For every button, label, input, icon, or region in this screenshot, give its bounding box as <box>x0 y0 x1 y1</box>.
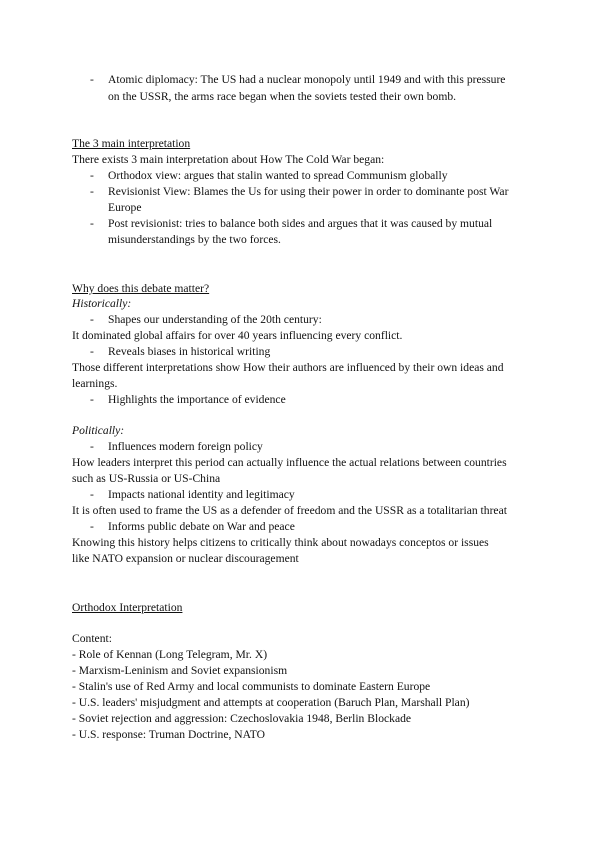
politically-bullet-1: Influences modern foreign policy <box>108 440 263 453</box>
bullet-dash: - <box>90 185 94 198</box>
section-heading-orthodox: Orthodox Interpretation <box>72 601 183 614</box>
content-item-2: - Marxism-Leninism and Soviet expansionism <box>72 664 288 677</box>
politically-bullet-3: Informs public debate on War and peace <box>108 520 295 533</box>
content-item-6: - U.S. response: Truman Doctrine, NATO <box>72 728 266 741</box>
orthodox-view-item: Orthodox view: argues that stalin wanted to spread Communism globally <box>108 169 448 182</box>
bullet-dash: - <box>90 520 94 533</box>
bullet-dash: - <box>90 440 94 453</box>
bullet-dash: - <box>90 393 94 406</box>
paragraph-text-line-2: learnings. <box>72 377 118 390</box>
bullet-dash: - <box>90 169 94 182</box>
subheading-historically: Historically: <box>72 297 132 310</box>
content-item-1: - Role of Kennan (Long Telegram, Mr. X) <box>72 648 268 661</box>
content-item-5: - Soviet rejection and aggression: Czechoslovakia 1948, Berlin Blockade <box>72 712 412 725</box>
bullet-dash: - <box>90 488 94 501</box>
post-revisionist-item-line-2: misunderstandings by the two forces. <box>108 233 281 246</box>
subheading-politically: Politically: <box>72 424 125 437</box>
paragraph-text-line-1: Those different interpretations show How their authors are influenced by their own ideas and <box>72 361 504 374</box>
content-label: Content: <box>72 632 112 645</box>
content-item-4: - U.S. leaders' misjudgment and attempts at cooperation (Baruch Plan, Marshall Plan) <box>72 696 470 709</box>
paragraph-text-line-1: How leaders interpret this period can actually influence the actual relations between countries <box>72 456 507 469</box>
section-heading-main-interpretation: The 3 main interpretation <box>72 137 191 150</box>
content-item-3: - Stalin's use of Red Army and local communists to dominate Eastern Europe <box>72 680 431 693</box>
revisionist-view-item-line-2: Europe <box>108 201 142 214</box>
atomic-diplomacy-line-2: on the USSR, the arms race began when the soviets tested their own bomb. <box>108 90 457 103</box>
paragraph-text-line-1: Knowing this history helps citizens to critically think about nowadays conceptos or issues <box>72 536 489 549</box>
paragraph-text: It dominated global affairs for over 40 years influencing every conflict. <box>72 329 403 342</box>
historically-bullet-3: Highlights the importance of evidence <box>108 393 286 406</box>
paragraph-text: There exists 3 main interpretation about How The Cold War began: <box>72 153 385 166</box>
bullet-dash: - <box>90 217 94 230</box>
bullet-dash: - <box>90 345 94 358</box>
paragraph-text: It is often used to frame the US as a defender of freedom and the USSR as a totalitarian threat <box>72 504 507 517</box>
section-heading-debate: Why does this debate matter? <box>72 282 210 295</box>
bullet-dash: - <box>90 313 94 326</box>
post-revisionist-item-line-1: Post revisionist: tries to balance both sides and argues that it was caused by mutual <box>108 217 493 230</box>
bullet-dash: - <box>90 73 94 86</box>
historically-bullet-1: Shapes our understanding of the 20th century: <box>108 313 322 326</box>
paragraph-text-line-2: such as US-Russia or US-China <box>72 472 221 485</box>
historically-bullet-2: Reveals biases in historical writing <box>108 345 271 358</box>
atomic-diplomacy-line-1: Atomic diplomacy: The US had a nuclear monopoly until 1949 and with this pressure <box>108 73 506 86</box>
politically-bullet-2: Impacts national identity and legitimacy <box>108 488 295 501</box>
paragraph-text-line-2: like NATO expansion or nuclear discouragement <box>72 552 299 565</box>
revisionist-view-item-line-1: Revisionist View: Blames the Us for using their power in order to dominante post War <box>108 185 509 198</box>
